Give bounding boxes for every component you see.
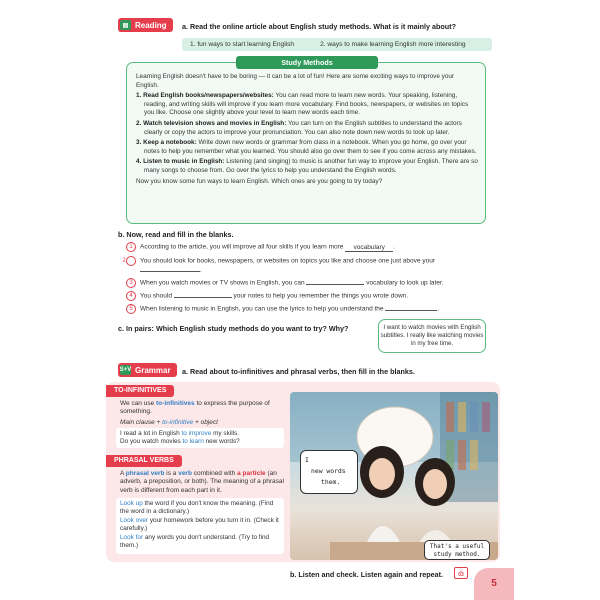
page-number: 5 xyxy=(474,568,514,600)
blank-item-2: 2 You should look for books, newspapers, or websites on topics you like and choose one just above your . xyxy=(122,257,435,274)
blank-4[interactable] xyxy=(174,297,232,298)
grammar-icon: S+V xyxy=(119,367,132,373)
to-infinitives-rule: We can use to-infinitives to express the purpose of something. xyxy=(120,400,270,416)
study-methods-title: Study Methods xyxy=(236,56,378,69)
article-item-1: 1. Read English books/newspapers/websites: You can read more to learn new words. Your speaking, listening, reading, and writing skills will improve if you learn more vocabulary. Find books, newspapers, or websites on topics you like. Choose one slightly above your level to learn new words each time. xyxy=(136,92,469,117)
blank-item-3: 3 When you watch movies or TV shows in English, you can vocabulary to look up later. xyxy=(126,278,496,288)
reading-question-b: b. Now, read and fill in the blanks. xyxy=(118,230,234,239)
blank-5[interactable] xyxy=(385,310,437,311)
grammar-question-a: a. Read about to-infinitives and phrasal verbs, then fill in the blanks. xyxy=(182,367,415,376)
to-infinitives-formula: Main clause + to-infinitive + object xyxy=(120,419,218,426)
option-1: 1. fun ways to start learning English xyxy=(190,41,295,48)
audio-track-badge[interactable]: ♫ 03 xyxy=(454,567,468,579)
phrasal-verbs-examples: Look up the word if you don't know the meaning. (Find the word in a dictionary.) Look over your homework before you turn it in. (Check it carefully.) Look for any words you don't understand. (Try to find them.) xyxy=(116,498,284,554)
reading-question-c: c. In pairs: Which English study methods do you want to try? Why? xyxy=(118,324,349,333)
phrasal-verbs-title: PHRASAL VERBS xyxy=(106,455,182,467)
audio-icon: ♫ xyxy=(459,568,463,573)
reading-options xyxy=(182,38,492,51)
book-icon: ▤ xyxy=(120,20,131,30)
study-methods-article xyxy=(136,73,478,188)
article-item-2: 2. Watch television shows and movies in English: You can turn on the English subtitles to understand the actors clearly or copy the actors to improve your pronunciation. You can also note down new words to look up later. xyxy=(136,119,462,136)
grammar-tag xyxy=(118,363,177,377)
to-infinitives-examples: I read a lot in English to improve my skills. Do you watch movies to learn new words? xyxy=(116,428,284,448)
blank-2[interactable] xyxy=(140,271,200,272)
article-intro: Learning English doesn't have to be boring — it can be a lot of fun! Here are some exciting ways to improve your English. xyxy=(136,73,455,89)
article-item-3: 3. Keep a notebook: Write down new words or grammar from class in a notebook. When you go home, go over your notes to help you remember what you learned. You should also go over them to see if you come across any mistakes. xyxy=(136,139,477,155)
blank-3[interactable] xyxy=(306,284,364,285)
blank-item-4: 4 You should your notes to help you remember the things you wrote down. xyxy=(126,291,496,301)
reading-tag xyxy=(118,18,173,32)
blank-1[interactable]: vocabulary xyxy=(345,244,393,252)
grammar-tag-label: Grammar xyxy=(135,365,171,375)
photo-thought-bubble: I new words them. xyxy=(300,450,358,494)
blank-item-1: 1 According to the article, you will improve all four skills if you learn more vocabulary . xyxy=(126,242,496,252)
phrasal-verbs-rule: A phrasal verb is a verb combined with a particle (an adverb, a preposition, or both). The meaning of a phrasal verb is different from each part in it. xyxy=(120,470,284,494)
article-item-4: 4. Listen to music in English: Listening (and singing) to music is another fun way to improve your English. There are so many songs to choose from. Go over the lyrics to help you understand the English words. xyxy=(136,158,478,174)
article-outro: Now you know some fun ways to learn English. Which ones are you going to try today? xyxy=(136,177,383,185)
reading-tag-label: Reading xyxy=(135,20,167,30)
photo-caption-bubble: That's a useful study method. xyxy=(424,540,490,560)
speech-bubble: I want to watch movies with English subtitles. I really like watching movies in my free time. xyxy=(378,319,486,353)
to-infinitives-title: TO-INFINITIVES xyxy=(106,385,174,397)
blank-item-5: 5 When listening to music in English, you can use the lyrics to help you understand the . xyxy=(126,304,496,314)
reading-question-a: a. Read the online article about English study methods. What is it mainly about? xyxy=(182,22,456,31)
grammar-question-b: b. Listen and check. Listen again and repeat. xyxy=(290,570,443,579)
option-2: 2. ways to make learning English more interesting xyxy=(320,41,466,48)
